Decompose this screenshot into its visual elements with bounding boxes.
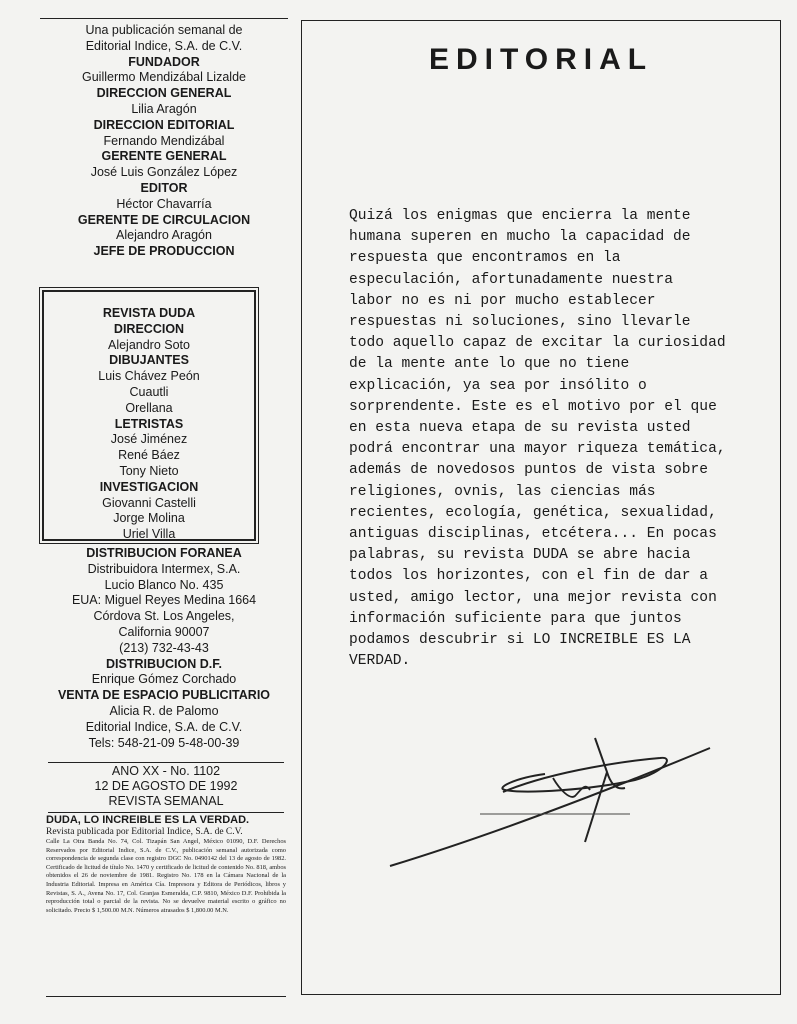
credit-name: René Báez bbox=[118, 448, 180, 463]
credit-name: Héctor Chavarría bbox=[116, 196, 212, 211]
credit-name: Enrique Gómez Corchado bbox=[91, 672, 237, 687]
credit-name: Córdova St. Los Angeles, bbox=[93, 609, 235, 624]
credit-name: Luis Chávez Peón bbox=[98, 369, 200, 384]
credit-name: (213) 732-43-43 bbox=[119, 640, 209, 655]
credit-heading: INVESTIGACION bbox=[99, 479, 199, 494]
credit-heading: DIRECCION GENERAL bbox=[96, 86, 232, 101]
credit-name: Guillermo Mendizábal Lizalde bbox=[82, 70, 246, 85]
credit-name: Lilia Aragón bbox=[131, 101, 197, 116]
credit-name: Alicia R. de Palomo bbox=[109, 703, 219, 718]
credit-heading: VENTA DE ESPACIO PUBLICITARIO bbox=[57, 688, 271, 703]
credit-heading: DIRECCION EDITORIAL bbox=[93, 117, 235, 132]
credit-name: Orellana bbox=[125, 400, 173, 415]
credit-name: Alejandro Soto bbox=[107, 337, 190, 352]
masthead-column bbox=[40, 18, 288, 260]
legal-title: DUDA, LO INCREIBLE ES LA VERDAD. bbox=[46, 814, 250, 826]
credit-name: Jorge Molina bbox=[113, 511, 185, 526]
masthead-credits bbox=[40, 23, 288, 260]
issue-date: 12 DE AGOSTO DE 1992 bbox=[94, 779, 238, 794]
credit-name: Lucio Blanco No. 435 bbox=[104, 577, 224, 592]
credit-heading: DIRECCION bbox=[113, 321, 185, 336]
credit-name: Uriel Villa bbox=[122, 527, 176, 542]
editorial-title: EDITORIAL bbox=[428, 43, 654, 76]
legal-body: Calle La Otra Banda No. 74, Col. Tizapán San Angel, México 01090, D.F. Derechos Reservados por Editorial Indice, S.A. de C.V., publicación semanal autorizada como correspondencia de segunda clase con registro DGC No. 0490142 del 13 de agosto de 1982. Certificado de licitud de título No. 1470 y certificado de licitud de contenido No. 818, ambos obtenidos el 26 de noviembre de 1981. Registro No. 178 en la Cámara Nacional de la Industria Editorial. Impresa en América Cía. Impresora y Editora de Periódicos, libros y Revistas, S. A., Avena No. 17, Col. Granjas Esmeralda, C.P. 9810, México D.F. Prohibida la reproducción total o parcial de la revista. No se devuelve material escrito o gráfico no solicitado. Precio $ 1,500.00 M.N. Números atrasados $ 1,800.00 M.N. bbox=[46, 838, 286, 914]
credit-heading: LETRISTAS bbox=[114, 416, 184, 431]
credit-name: California 90007 bbox=[118, 624, 210, 639]
credit-name: Tels: 548-21-09 5-48-00-39 bbox=[88, 735, 240, 750]
issue-frequency: REVISTA SEMANAL bbox=[108, 794, 224, 809]
credit-name: Tony Nieto bbox=[119, 463, 179, 478]
bottom-rule bbox=[46, 996, 286, 997]
credit-name: Cuautli bbox=[129, 384, 169, 399]
credit-heading: GERENTE DE CIRCULACION bbox=[77, 212, 251, 227]
top-rule bbox=[40, 18, 288, 19]
credit-name: Una publicación semanal de bbox=[85, 23, 243, 37]
issue-number: ANO XX - No. 1102 bbox=[111, 764, 221, 778]
credit-heading: REVISTA DUDA bbox=[102, 306, 196, 320]
signature-image bbox=[385, 730, 715, 870]
staff-box bbox=[42, 290, 256, 541]
credit-heading: DISTRIBUCION FORANEA bbox=[86, 546, 242, 560]
credit-heading: FUNDADOR bbox=[128, 54, 200, 69]
distribution-credits bbox=[40, 546, 288, 751]
legal-notice bbox=[46, 814, 286, 915]
credit-name: Alejandro Aragón bbox=[116, 228, 212, 243]
credit-name: EUA: Miguel Reyes Medina 1664 bbox=[71, 593, 257, 608]
credit-name: José Luis González López bbox=[90, 165, 238, 180]
issue-info bbox=[48, 762, 284, 813]
credit-heading: JEFE DE PRODUCCION bbox=[93, 244, 235, 259]
credit-name: Fernando Mendizábal bbox=[103, 133, 225, 148]
credit-name: Giovanni Castelli bbox=[102, 495, 196, 510]
legal-subtitle: Revista publicada por Editorial Indice, S.A. de C.V. bbox=[46, 827, 243, 837]
credit-heading: GERENTE GENERAL bbox=[101, 149, 227, 164]
credit-heading: DIBUJANTES bbox=[109, 353, 189, 368]
credit-name: Distribuidora Intermex, S.A. bbox=[87, 561, 241, 576]
credit-name: Editorial Indice, S.A. de C.V. bbox=[85, 719, 243, 734]
credit-heading: DISTRIBUCION D.F. bbox=[106, 656, 222, 671]
editorial-body: Quizá los enigmas que encierra la mente humana superen en mucho la capacidad de respuesta que encontramos en la especulación, afortunadamente nuestra labor no es ni por mucho establecer respuestas ni soluciones, sino llevarle todo aquello capaz de excitar la curiosidad de la mente ante lo que no tiene explicación, ya sea por insólito o sorprendente. Este es el motivo por el que en esta nueva etapa de su revista usted podrá encontrar una mayor riqueza temática, además de novedosos puntos de vista sobre religiones, ovnis, las ciencias más recientes, ecología, genética, sexualidad, antiguas disciplinas, etcétera... En pocas palabras, su revista DUDA se abre hacia todos los horizontes, con el fin de dar a usted, amigo lector, una mejor revista con información suficiente para que juntos podamos descubrir si LO INCREIBLE ES LA VERDAD. bbox=[349, 208, 726, 670]
credit-name: José Jiménez bbox=[110, 432, 188, 447]
credit-name: Editorial Indice, S.A. de C.V. bbox=[85, 38, 243, 53]
credit-heading: EDITOR bbox=[140, 180, 188, 195]
